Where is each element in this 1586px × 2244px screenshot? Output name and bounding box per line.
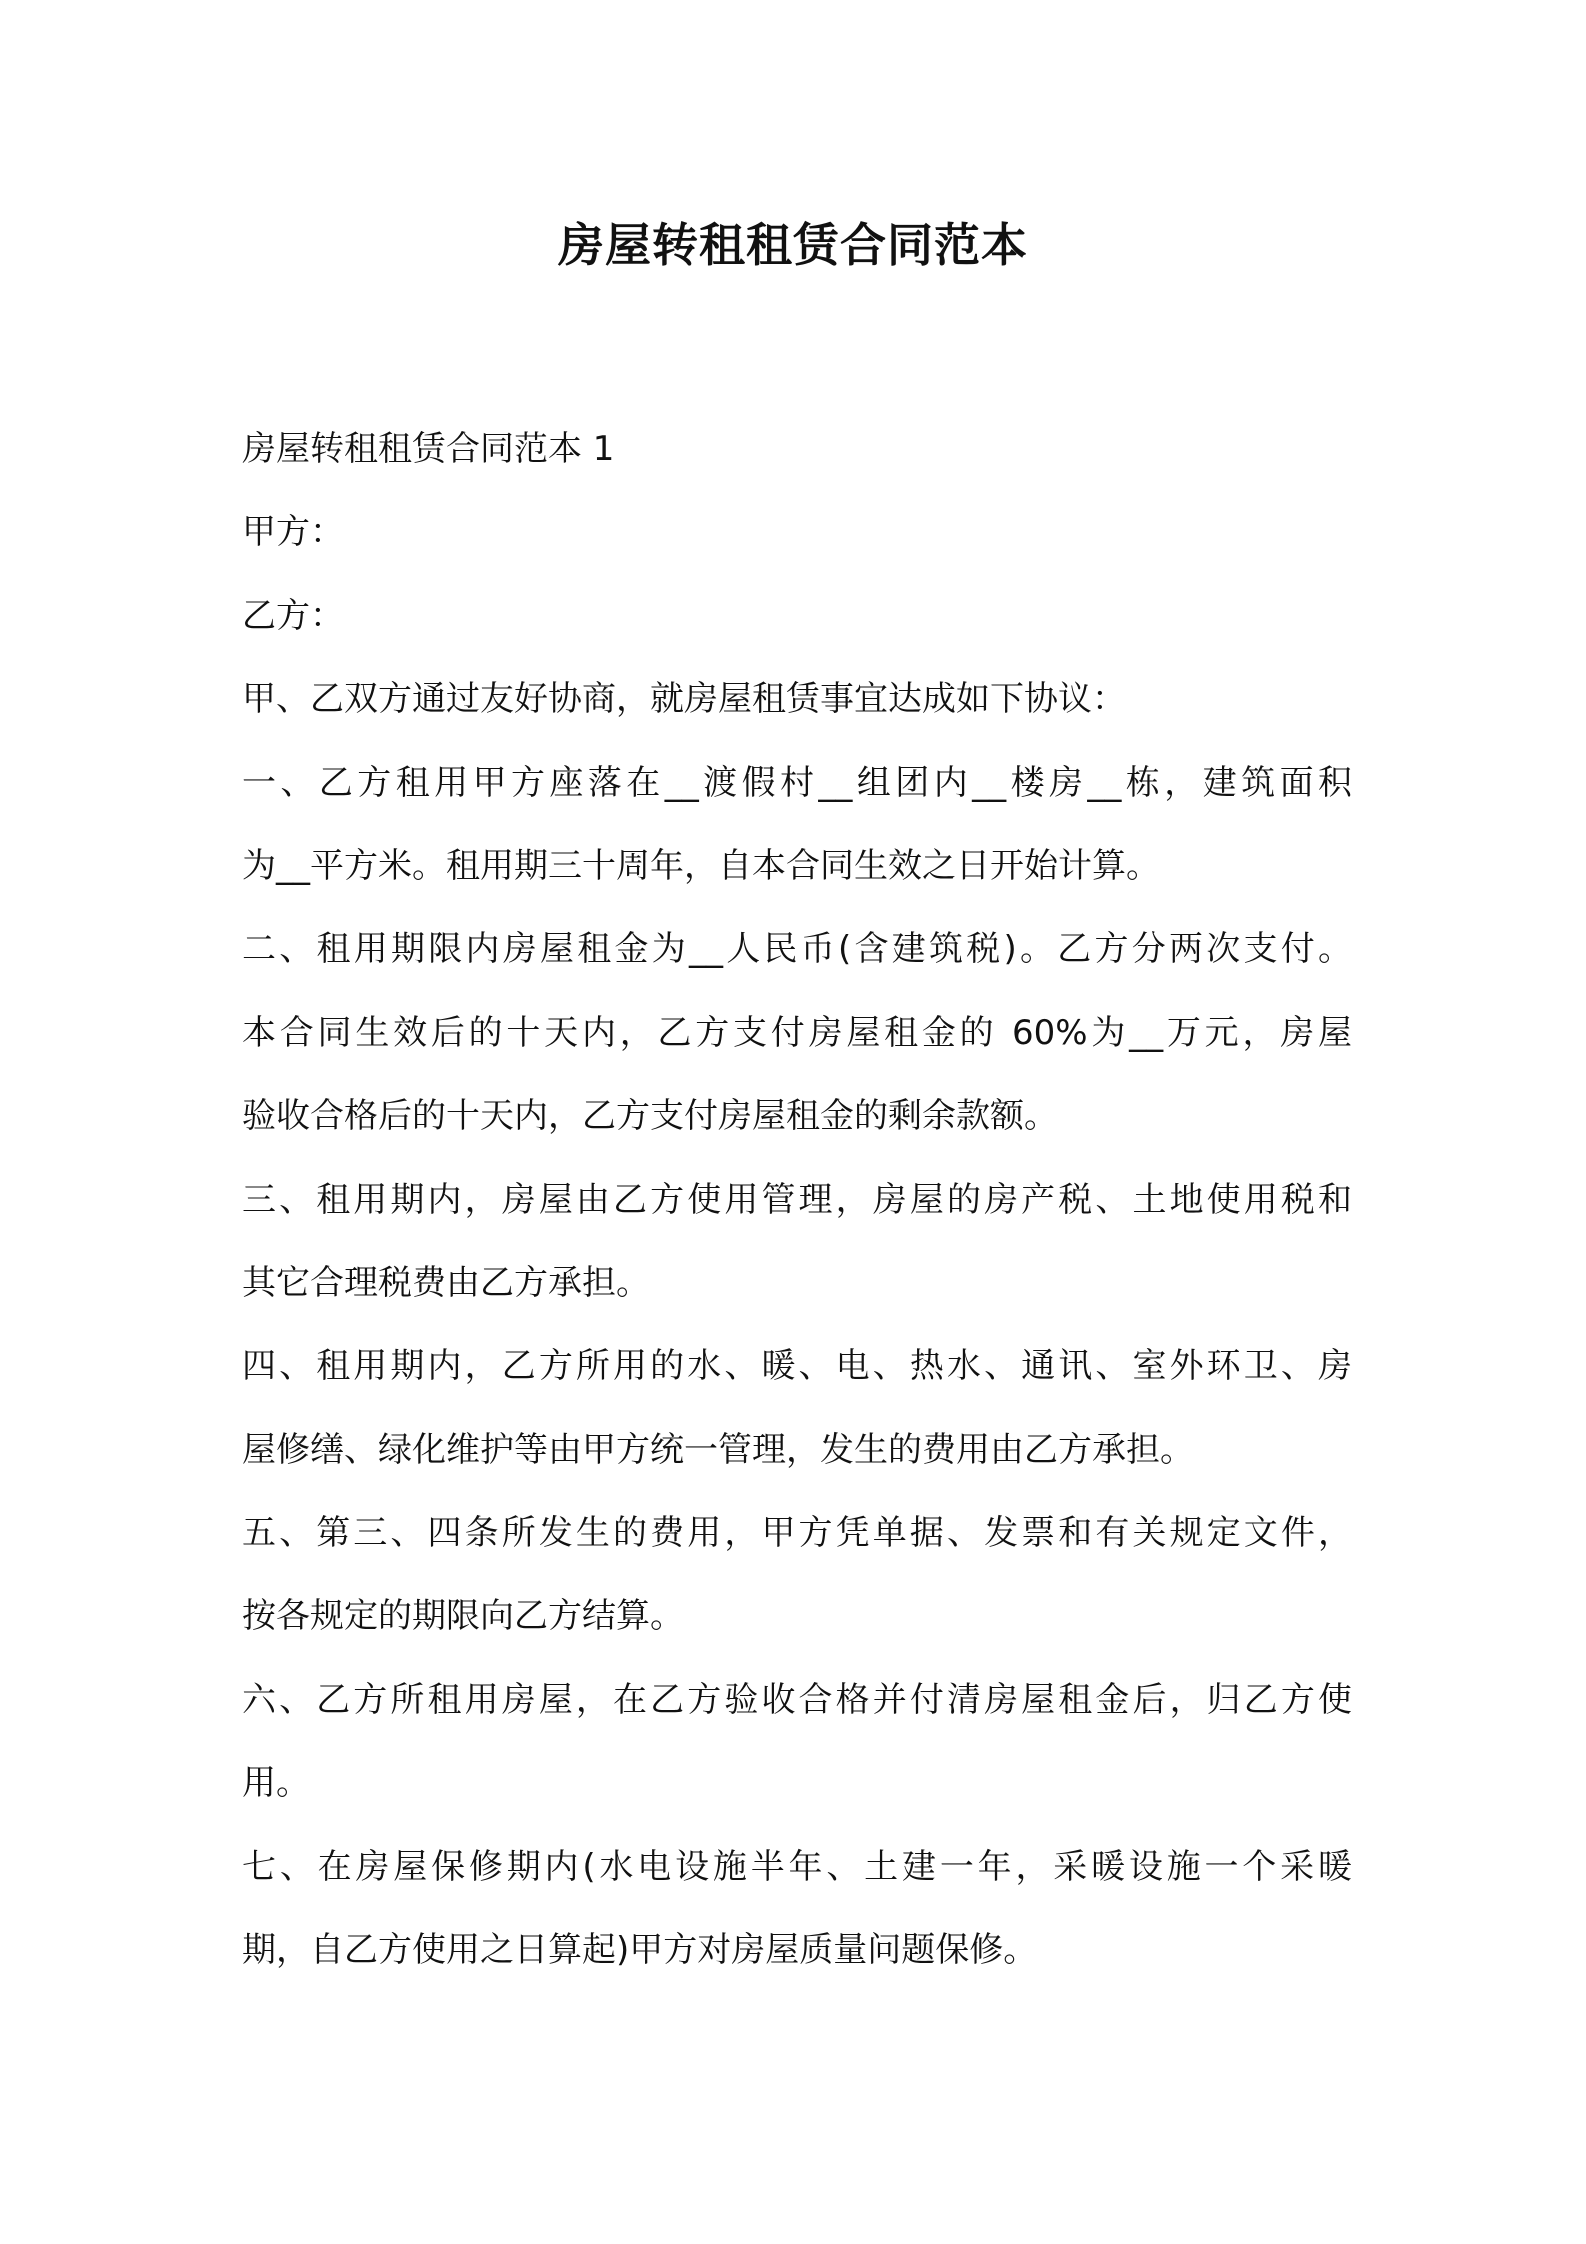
- text-line: 为__平方米。租用期三十周年，自本合同生效之日开始计算。: [242, 845, 1160, 886]
- text-line: 按各规定的期限向乙方结算。: [242, 1596, 684, 1637]
- text-line: 其它合理税费由乙方承担。: [242, 1262, 650, 1303]
- text-line: 四、租用期内，乙方所用的水、暖、电、热水、通讯、室外环卫、房: [242, 1346, 1352, 1387]
- text-line: 五、第三、四条所发生的费用，甲方凭单据、发票和有关规定文件，: [242, 1513, 1352, 1554]
- text-line: 屋修缮、绿化维护等由甲方统一管理，发生的费用由乙方承担。: [242, 1429, 1194, 1470]
- document-title: 房屋转租租赁合同范本: [558, 218, 1028, 272]
- text-line: 一、乙方租用甲方座落在__渡假村__组团内__楼房__栋，建筑面积: [242, 762, 1352, 803]
- text-line: 用。: [242, 1763, 310, 1804]
- text-line: 三、租用期内，房屋由乙方使用管理，房屋的房产税、土地使用税和: [242, 1179, 1352, 1220]
- text-line: 本合同生效后的十天内，乙方支付房屋租金的 60%为__万元，房屋: [242, 1012, 1352, 1053]
- text-line: 甲方：: [242, 512, 344, 553]
- text-line: 验收合格后的十天内，乙方支付房屋租金的剩余款额。: [242, 1096, 1058, 1137]
- text-line: 七、在房屋保修期内(水电设施半年、土建一年，采暖设施一个采暖: [242, 1846, 1352, 1887]
- document-body: [242, 408, 1352, 1992]
- text-line: 甲、乙双方通过友好协商，就房屋租赁事宜达成如下协议：: [242, 679, 1126, 720]
- text-line: 乙方：: [242, 595, 344, 636]
- text-line: 六、乙方所租用房屋，在乙方验收合格并付清房屋租金后，归乙方使: [242, 1679, 1352, 1720]
- text-line: 房屋转租租赁合同范本 1: [242, 429, 615, 469]
- text-line: 期，自乙方使用之日算起)甲方对房屋质量问题保修。: [242, 1930, 1038, 1971]
- text-line: 二、租用期限内房屋租金为__人民币(含建筑税)。乙方分两次支付。: [242, 929, 1352, 970]
